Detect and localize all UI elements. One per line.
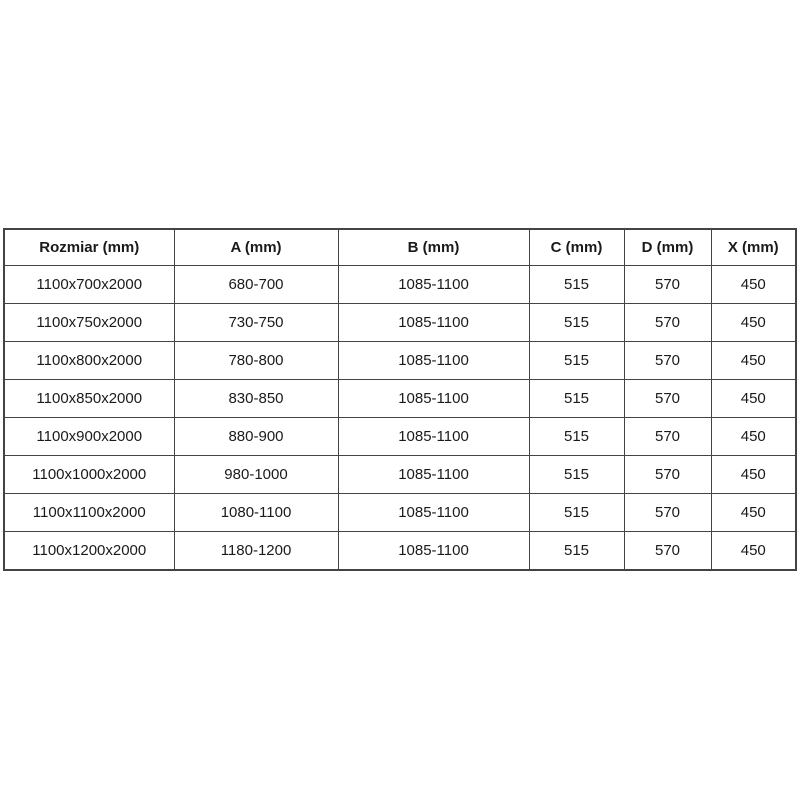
cell-b: 1085-1100 xyxy=(338,266,529,304)
cell-x: 450 xyxy=(711,342,796,380)
cell-d: 570 xyxy=(624,342,711,380)
cell-a: 780-800 xyxy=(174,342,338,380)
cell-x: 450 xyxy=(711,456,796,494)
cell-c: 515 xyxy=(529,266,624,304)
cell-d: 570 xyxy=(624,304,711,342)
table-row xyxy=(4,532,796,571)
cell-c: 515 xyxy=(529,494,624,532)
cell-b: 1085-1100 xyxy=(338,342,529,380)
column-header-d: D (mm) xyxy=(624,229,711,266)
cell-c: 515 xyxy=(529,418,624,456)
cell-c: 515 xyxy=(529,342,624,380)
table-row xyxy=(4,494,796,532)
table-row xyxy=(4,456,796,494)
cell-a: 880-900 xyxy=(174,418,338,456)
cell-a: 680-700 xyxy=(174,266,338,304)
cell-c: 515 xyxy=(529,380,624,418)
cell-rozmiar: 1100x1200x2000 xyxy=(4,532,174,571)
table-row xyxy=(4,418,796,456)
cell-x: 450 xyxy=(711,304,796,342)
table-row xyxy=(4,266,796,304)
size-specification-table xyxy=(3,228,797,571)
column-header-x: X (mm) xyxy=(711,229,796,266)
table-row xyxy=(4,304,796,342)
cell-d: 570 xyxy=(624,456,711,494)
cell-d: 570 xyxy=(624,532,711,571)
cell-rozmiar: 1100x800x2000 xyxy=(4,342,174,380)
cell-a: 830-850 xyxy=(174,380,338,418)
cell-c: 515 xyxy=(529,532,624,571)
cell-b: 1085-1100 xyxy=(338,494,529,532)
column-header-c: C (mm) xyxy=(529,229,624,266)
cell-d: 570 xyxy=(624,494,711,532)
cell-b: 1085-1100 xyxy=(338,380,529,418)
table-header-row xyxy=(4,229,796,266)
cell-rozmiar: 1100x1100x2000 xyxy=(4,494,174,532)
cell-b: 1085-1100 xyxy=(338,456,529,494)
cell-rozmiar: 1100x900x2000 xyxy=(4,418,174,456)
column-header-a: A (mm) xyxy=(174,229,338,266)
table-body xyxy=(4,266,796,571)
cell-d: 570 xyxy=(624,380,711,418)
cell-a: 980-1000 xyxy=(174,456,338,494)
cell-a: 1080-1100 xyxy=(174,494,338,532)
cell-b: 1085-1100 xyxy=(338,304,529,342)
cell-x: 450 xyxy=(711,532,796,571)
cell-a: 730-750 xyxy=(174,304,338,342)
column-header-rozmiar: Rozmiar (mm) xyxy=(4,229,174,266)
column-header-b: B (mm) xyxy=(338,229,529,266)
cell-c: 515 xyxy=(529,304,624,342)
cell-rozmiar: 1100x750x2000 xyxy=(4,304,174,342)
cell-rozmiar: 1100x850x2000 xyxy=(4,380,174,418)
cell-rozmiar: 1100x700x2000 xyxy=(4,266,174,304)
table-row xyxy=(4,380,796,418)
cell-rozmiar: 1100x1000x2000 xyxy=(4,456,174,494)
cell-c: 515 xyxy=(529,456,624,494)
cell-a: 1180-1200 xyxy=(174,532,338,571)
cell-x: 450 xyxy=(711,494,796,532)
cell-d: 570 xyxy=(624,266,711,304)
cell-d: 570 xyxy=(624,418,711,456)
cell-b: 1085-1100 xyxy=(338,418,529,456)
table-row xyxy=(4,342,796,380)
cell-x: 450 xyxy=(711,418,796,456)
cell-x: 450 xyxy=(711,380,796,418)
cell-b: 1085-1100 xyxy=(338,532,529,571)
cell-x: 450 xyxy=(711,266,796,304)
